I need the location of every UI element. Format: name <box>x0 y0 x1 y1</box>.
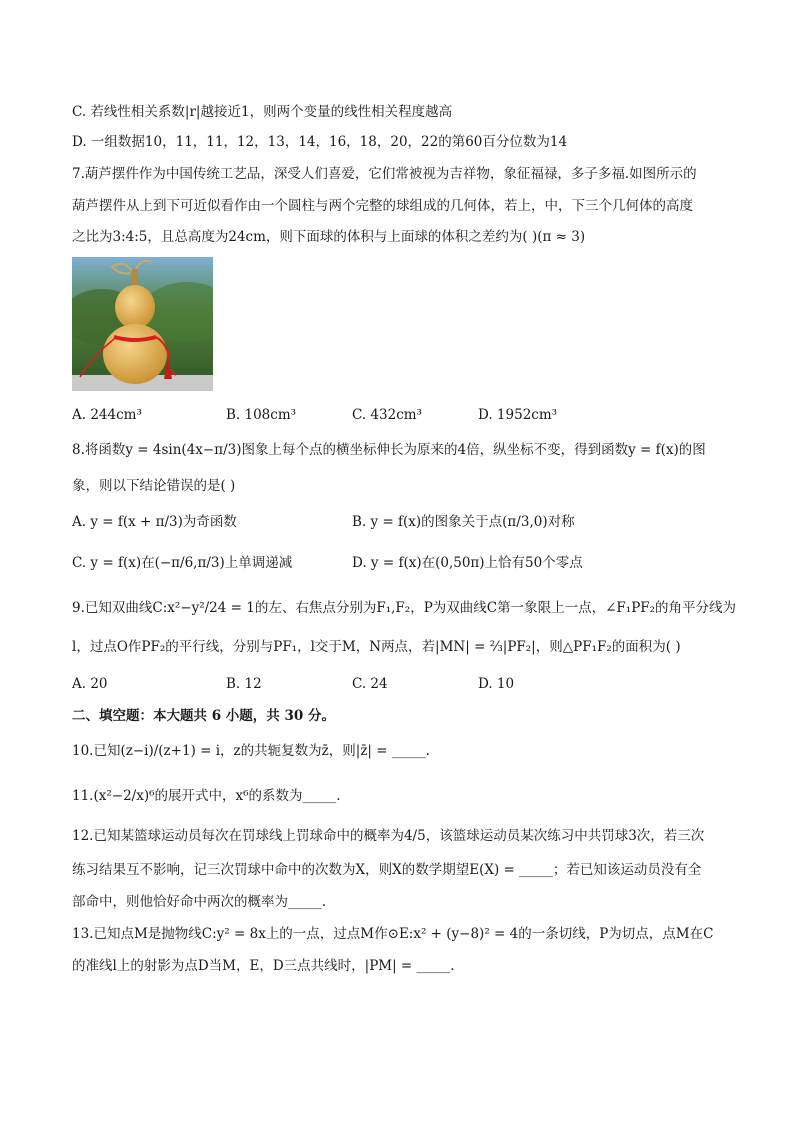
q7-text-line-3: 之比为3:4:5，且总高度为24cm，则下面球的体积与上面球的体积之差约为( )(π ≈ 3) <box>72 229 586 245</box>
q9-text-line-2: l，过点O作PF₂的平行线，分别与PF₁，l交于M，N两点，若|MN| = ⅔|PF₂|，则△PF₁F₂的面积为( ) <box>72 639 681 655</box>
q7-option-c: C. 432cm³ <box>352 407 422 423</box>
q7-text-line-1: 7.葫芦摆件作为中国传统工艺品，深受人们喜爱，它们常被视为吉祥物，象征福禄，多子多福.如图所示的 <box>72 166 697 182</box>
gourd-photo <box>72 257 213 391</box>
q8-option-b: B. y = f(x)的图象关于点(π/3,0)对称 <box>352 514 575 530</box>
q7-option-d: D. 1952cm³ <box>478 407 558 423</box>
gourd-image <box>72 257 213 391</box>
q12-text-line-1: 12.已知某篮球运动员每次在罚球线上罚球命中的概率为4/5，该篮球运动员某次练习中共罚球3次，若三次 <box>72 828 705 844</box>
q7-text-line-2: 葫芦摆件从上到下可近似看作由一个圆柱与两个完整的球组成的几何体，若上，中，下三个几何体的高度 <box>72 198 693 214</box>
q8-option-a: A. y = f(x + π/3)为奇函数 <box>72 514 237 530</box>
section-2-heading: 二、填空题：本大题共 6 小题，共 30 分。 <box>72 708 335 724</box>
q11-text: 11.(x²−2/x)⁶的展开式中，x⁶的系数为_____. <box>72 788 341 804</box>
q8-option-d: D. y = f(x)在(0,50π)上恰有50个零点 <box>352 555 583 571</box>
q9-option-c: C. 24 <box>352 676 388 692</box>
q12-text-line-3: 部命中，则他恰好命中两次的概率为_____. <box>72 894 327 910</box>
q13-text-line-2: 的准线l上的射影为点D当M，E，D三点共线时，|PM| = _____. <box>72 958 455 974</box>
q6-option-c: C. 若线性相关系数|r|越接近1，则两个变量的线性相关程度越高 <box>72 104 453 120</box>
q12-text-line-2: 练习结果互不影响，记三次罚球中命中的次数为X，则X的数学期望E(X) = _____；若已知该运动员没有全 <box>72 862 702 878</box>
q9-option-d: D. 10 <box>478 676 515 692</box>
q13-text-line-1: 13.已知点M是抛物线C:y² = 8x上的一点，过点M作⊙E:x² + (y−8)² = 4的一条切线，P为切点，点M在C <box>72 926 714 942</box>
q8-text-line-1: 8.将函数y = 4sin(4x−π/3)图象上每个点的横坐标伸长为原来的4倍，纵坐标不变，得到函数y = f(x)的图 <box>72 442 706 458</box>
q7-option-a: A. 244cm³ <box>72 407 142 423</box>
q9-text-line-1: 9.已知双曲线C:x²−y²/24 = 1的左、右焦点分别为F₁,F₂，P为双曲线C第一象限上一点，∠F₁PF₂的角平分线为 <box>72 600 737 616</box>
q6-option-d: D. 一组数据10，11，11，12，13，14，16，18，20，22的第60百分位数为14 <box>72 134 568 150</box>
q9-option-a: A. 20 <box>72 676 108 692</box>
q7-option-b: B. 108cm³ <box>226 407 297 423</box>
q8-text-line-2: 象，则以下结论错误的是( ) <box>72 478 236 494</box>
q9-option-b: B. 12 <box>226 676 262 692</box>
q10-text: 10.已知(z−i)/(z+1) = i，z的共轭复数为z̄，则|z̄| = _____. <box>72 743 430 759</box>
q8-option-c: C. y = f(x)在(−π/6,π/3)上单调递减 <box>72 555 293 571</box>
